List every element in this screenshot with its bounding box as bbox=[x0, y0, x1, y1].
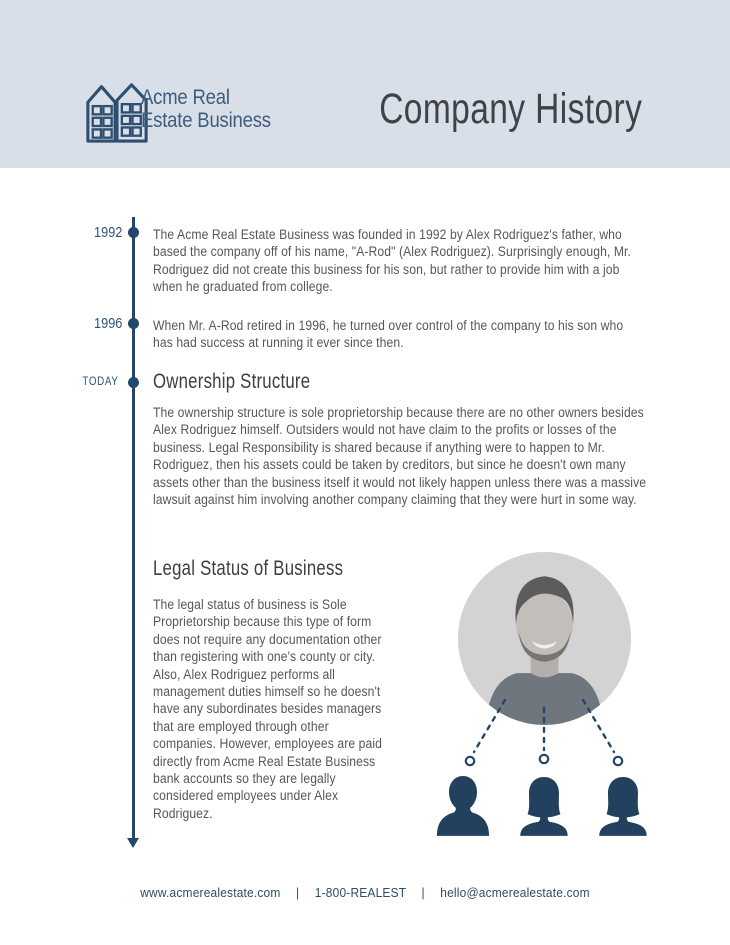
timeline-year-today: TODAY bbox=[82, 376, 119, 388]
timeline-year-1992: 1992 bbox=[93, 224, 122, 241]
section-heading-ownership-structure: Ownership Structure bbox=[153, 369, 311, 393]
timeline-line bbox=[132, 217, 135, 838]
page-title: Company History bbox=[378, 85, 642, 133]
logo-company-name bbox=[141, 86, 271, 132]
section-body-ownership-structure: The ownership structure is sole proprietorship because there are no other owners besides Alex Rodriguez himself. Outsiders would not have claim to the profits or losses of the business. Legal Responsibility is shared because if anything were to happen to Mr. Rodriguez, then his assets could be taken by creditors, but since he doesn't own many assets other than the business itself it would not likely happen unless there was a massive lawsuit against him involving another company claiming that they were hurt in some way. bbox=[153, 405, 647, 508]
header-band bbox=[0, 0, 730, 168]
timeline-paragraph-1996: When Mr. A-Rod retired in 1996, he turned over control of the company to his son who has had success at running it ever since then. bbox=[153, 318, 624, 351]
section-heading-legal-status: Legal Status of Business bbox=[153, 556, 344, 580]
footer-separator: | bbox=[421, 885, 425, 900]
person-silhouette-male-icon bbox=[434, 772, 492, 838]
footer-contact-bar bbox=[29, 885, 701, 900]
person-silhouette-female-icon bbox=[515, 772, 573, 838]
footer-separator: | bbox=[296, 885, 300, 900]
timeline-dot-1996 bbox=[128, 318, 139, 329]
logo-name-line1: Acme Real bbox=[141, 86, 230, 109]
person-silhouette-female-icon bbox=[594, 772, 652, 838]
footer-phone-link[interactable]: 1-800-REALEST bbox=[314, 885, 407, 900]
footer-website-link[interactable]: www.acmerealestate.com bbox=[140, 885, 281, 900]
timeline-arrow-icon bbox=[127, 838, 139, 848]
footer-email-link[interactable]: hello@acmerealestate.com bbox=[440, 885, 590, 900]
timeline-paragraph-1992: The Acme Real Estate Business was founded in 1992 by Alex Rodriguez's father, who based the company off of his name, "A-Rod" (Alex Rodriguez). Surprisingly enough, Mr. Rodriguez did not create this business for his son, but rather to provide him with a job when he graduated from college. bbox=[153, 227, 631, 295]
timeline-year-1996: 1996 bbox=[93, 315, 122, 332]
timeline-dot-today bbox=[128, 377, 139, 388]
logo-name-line2: Estate Business bbox=[141, 109, 271, 132]
dotted-connector-lines bbox=[455, 692, 635, 772]
section-body-legal-status: The legal status of business is Sole Proprietorship because this type of form does not require any documentation other than registering with one's county or city. Also, Alex Rodriguez performs all management duties himself so he doesn't have any subordinates besides managers that are employed through other companies. However, employees are paid directly from Acme Real Estate Business bank accounts so they are legally considered employees under Alex Rodriguez. bbox=[153, 597, 382, 821]
timeline-dot-1992 bbox=[128, 227, 139, 238]
